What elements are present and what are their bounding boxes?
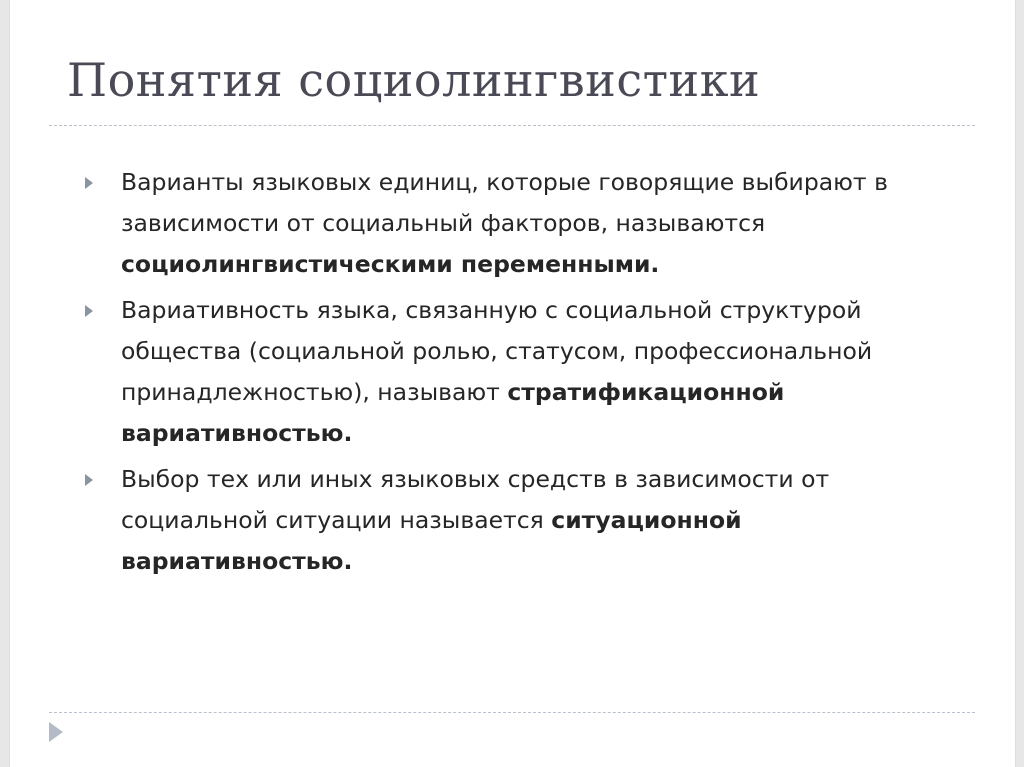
slide: [9, 0, 1016, 767]
bullet-list: [85, 162, 935, 587]
bullet-text: Выбор тех или иных языковых средств в зависимости от социальной ситуации называется: [121, 465, 830, 534]
bullet-term: ситуационной вариативностью.: [121, 506, 742, 575]
bullet-text: Варианты языковых единиц, которые говорящие выбирают в зависимости от социальный факторов, называются: [121, 168, 888, 237]
slide-title: Понятия социолингвистики: [67, 53, 761, 107]
bullet-term: стратификационной вариативностью.: [121, 378, 785, 447]
bullet-item-2: [85, 290, 935, 454]
bullet-term: социолингвистическими переменными.: [121, 250, 660, 278]
triangle-right-icon: [85, 177, 93, 189]
bullet-item-3: [85, 459, 935, 582]
triangle-right-icon: [85, 474, 93, 486]
bullet-item-1: [85, 162, 935, 285]
title-divider: [49, 125, 975, 126]
play-arrow-icon[interactable]: [49, 722, 63, 742]
triangle-right-icon: [85, 305, 93, 317]
footer-divider: [49, 712, 975, 713]
bullet-text: Вариативность языка, связанную с социальной структурой общества (социальной ролью, статусом, профессиональной принадлежностью), называют: [121, 296, 873, 406]
